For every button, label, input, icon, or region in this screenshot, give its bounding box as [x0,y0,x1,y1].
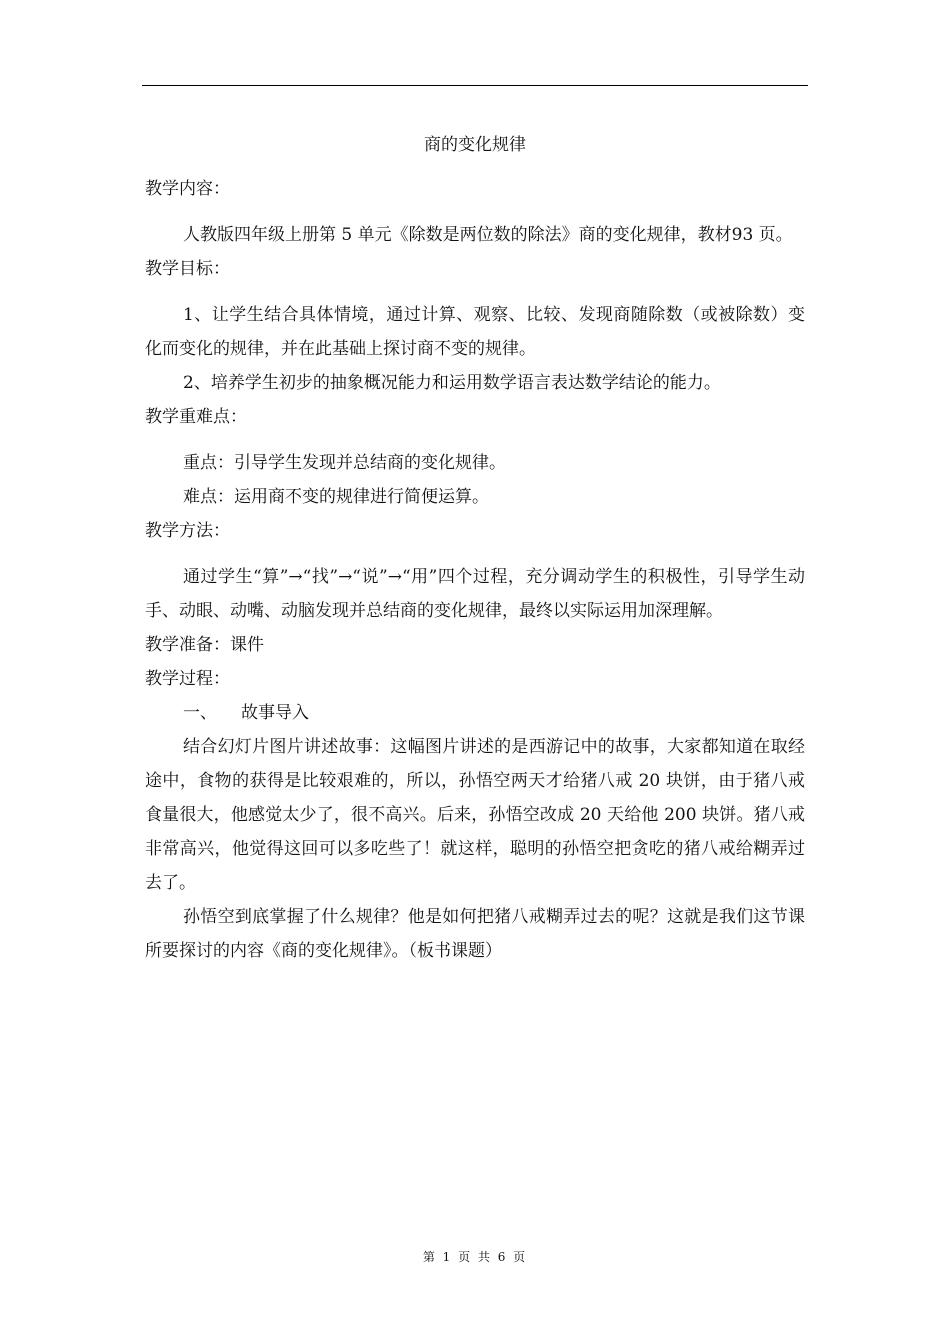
teaching-goals-heading: 教学目标： [145,259,230,279]
difficult-point: 难点：运用商不变的规律进行简便运算。 [183,487,489,507]
document-title: 商的变化规律 [424,135,526,155]
key-point: 重点：引导学生发现并总结商的变化规律。 [183,453,506,473]
key-difficult-heading: 教学重难点： [145,407,247,427]
goal-item-2: 2、培养学生初步的抽象概况能力和运用数学语言表达数学结论的能力。 [183,373,721,393]
story-paragraph-2: 孙悟空到底掌握了什么规律？他是如何把猪八戒糊弄过去的呢？这就是我们这节课所要探讨的内容《商的变化规律》。（板书课题） [145,907,805,961]
goal-item-1: 1、让学生结合具体情境，通过计算、观察、比较、发现商随除数（或被除数）变化而变化的规律，并在此基础上探讨商不变的规律。 [145,305,805,359]
story-paragraph-1: 结合幻灯片图片讲述故事：这幅图片讲述的是西游记中的故事，大家都知道在取经途中，食物的获得是比较艰难的，所以，孙悟空两天才给猪八戒 20 块饼，由于猪八戒食量很大，他感觉太少了，很不高兴。后来，孙悟空改成 20 天给他 200 块饼。猪八戒非常高兴，他觉得这回可以多吃些了！就这样，聪明的孙悟空把贪吃的猪八戒给糊弄过去了。 [145,737,805,893]
step-number: 一、 [183,703,217,723]
process-step-1 [145,696,805,730]
teaching-process-heading: 教学过程： [145,669,230,689]
teaching-method-text: 通过学生“算”→“找”→“说”→“用”四个过程，充分调动学生的积极性，引导学生动手、动眼、动嘴、动脑发现并总结商的变化规律，最终以实际运用加深理解。 [145,567,805,621]
step-label: 故事导入 [241,703,309,723]
teaching-content-heading: 教学内容： [145,179,230,199]
header-rule [142,85,808,86]
teaching-prep: 教学准备：课件 [145,635,264,655]
teaching-method-heading: 教学方法： [145,521,230,541]
teaching-content-text: 人教版四年级上册第 5 单元《除数是两位数的除法》商的变化规律，教材93 页。 [183,225,793,245]
page-footer: 第 1 页 共 6 页 [422,1250,528,1264]
document-body [145,128,805,968]
